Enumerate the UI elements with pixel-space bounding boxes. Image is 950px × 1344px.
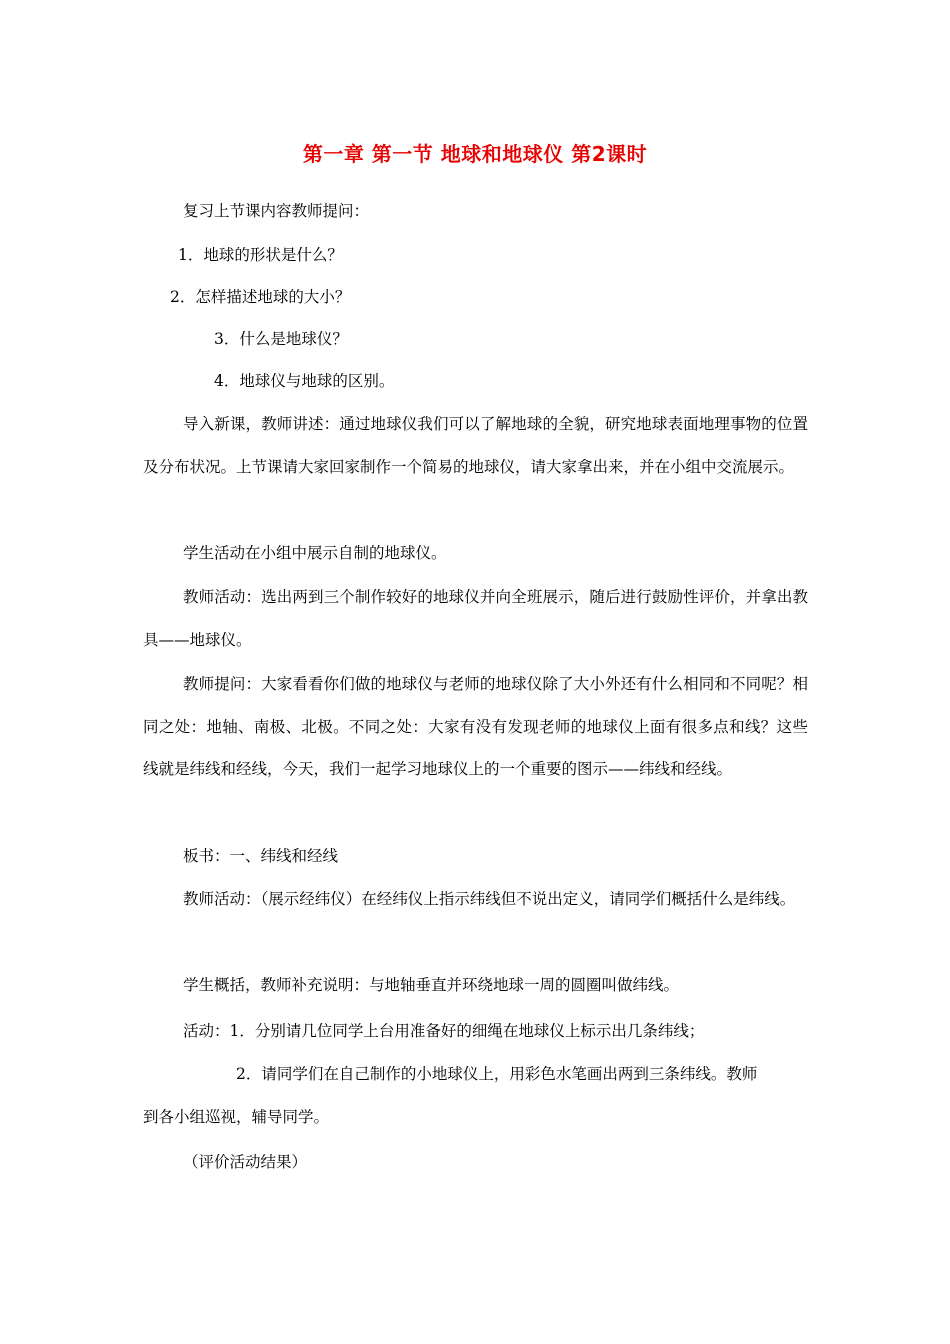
intro-paragraph: 导入新课，教师讲述：通过地球仪我们可以了解地球的全貌，研究地球表面地理事物的位置及分布状况。上节课请大家回家制作一个简易的地球仪，请大家拿出来，并在小组中交流展示。: [143, 415, 808, 476]
review-question-3: 3．什么是地球仪？: [214, 330, 348, 348]
activity-2-continued: 到各小组巡视，辅导同学。: [143, 1108, 330, 1126]
student-activity: 学生活动在小组中展示自制的地球仪。: [183, 544, 447, 562]
teacher-activity-1: 教师活动：选出两到三个制作较好的地球仪并向全班展示，随后进行鼓励性评价，并拿出教具——地球仪。: [143, 588, 808, 649]
teacher-activity-2: 教师活动：（展示经纬仪）在经纬仪上指示纬线但不说出定义，请同学们概括什么是纬线。: [183, 890, 796, 908]
review-question-4: 4．地球仪与地球的区别。: [214, 372, 395, 390]
board-note: 板书：一、纬线和经线: [183, 847, 339, 865]
activity-1: 活动：1．分别请几位同学上台用准备好的细绳在地球仪上标示出几条纬线；: [183, 1022, 705, 1040]
teacher-question: 教师提问：大家看看你们做的地球仪与老师的地球仪除了大小外还有什么相同和不同呢？相同之处：地轴、南极、北极。不同之处：大家有没有发现老师的地球仪上面有很多点和线？这些线就是纬线和经线，今天，我们一起学习地球仪上的一个重要的图示——纬线和经线。: [143, 675, 808, 778]
student-summary: 学生概括，教师补充说明：与地轴垂直并环绕地球一周的圆圈叫做纬线。: [183, 976, 680, 994]
evaluation-note: （评价活动结果）: [183, 1153, 308, 1171]
activity-2: 2．请同学们在自己制作的小地球仪上，用彩色水笔画出两到三条纬线。教师: [236, 1065, 758, 1083]
document-title: 第一章 第一节 地球和地球仪 第2课时: [302, 142, 648, 166]
review-intro: 复习上节课内容教师提问：: [183, 202, 370, 220]
review-question-2: 2．怎样描述地球的大小？: [170, 288, 351, 306]
review-question-1: 1．地球的形状是什么？: [178, 246, 343, 264]
